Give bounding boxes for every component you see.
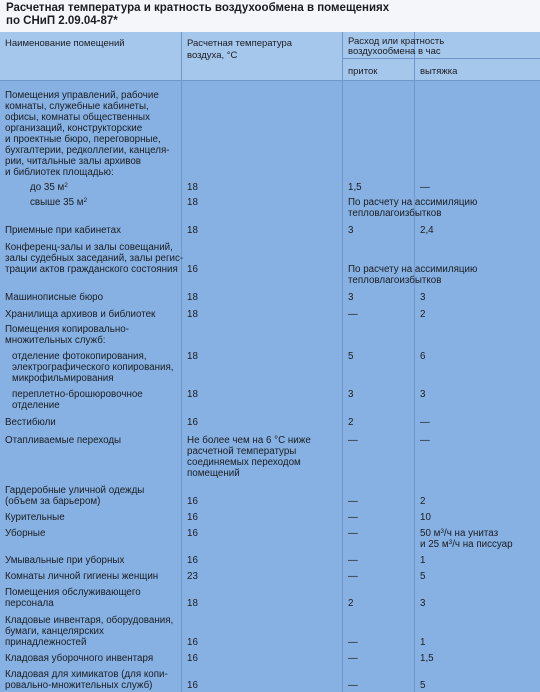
row-copy-line-2: множительных служб:: [5, 335, 106, 346]
row-storeroom-line-1: Кладовые инвентаря, оборудования,: [5, 615, 174, 626]
header-flow-line-2: воздухообмена в час: [348, 46, 441, 57]
row-upto35-name: до 35 $м^2$: [30, 182, 68, 193]
row-offices-line-6: бухгалтерии, редколлегии, канцеля-: [5, 145, 170, 156]
row-toilets-exhaust-line-1: 50 $м^3/ч$ на унитаз: [420, 528, 499, 539]
row-offices-line-5: и проектные бюро, переговорные,: [5, 134, 161, 145]
row-reception-exhaust: 2,4: [420, 225, 434, 236]
row-storeroom-line-3: принадлежностей: [5, 637, 87, 648]
column-divider: [342, 32, 343, 692]
row-cloakroom-line-1: Гардеробные уличной одежды: [5, 485, 145, 496]
row-binding-line-2: отделение: [12, 400, 60, 411]
row-reception-temp: 18: [187, 225, 198, 236]
row-service-line-1: Помещения обслуживающего: [5, 587, 141, 598]
header-flow-line-1: Расход или кратность: [348, 36, 445, 47]
row-offices-line-7: рии, читальные залы архивов: [5, 156, 142, 167]
page-title: [6, 2, 526, 28]
row-archives-exhaust: 2: [420, 309, 426, 320]
row-reception-name: Приемные при кабинетах: [5, 225, 122, 236]
row-over35-temp: 18: [187, 197, 198, 208]
row-conference-note-2: тепловлагоизбытков: [348, 275, 442, 286]
row-hygiene-temp: 23: [187, 571, 198, 582]
row-offices-line-2: комнаты, служебные кабинеты,: [5, 101, 149, 112]
row-photocopy-line-2: электрографического копирования,: [12, 362, 174, 373]
row-cleaning-exhaust: 1,5: [420, 653, 434, 664]
row-vestibules-temp: 16: [187, 417, 198, 428]
row-vestibules-name: Вестибюли: [5, 417, 56, 428]
row-heated-temp-line-3: соединяемых переходом: [187, 457, 301, 468]
row-chemicals-temp: 16: [187, 680, 198, 691]
row-service-line-2: персонала: [5, 598, 54, 609]
row-cloakroom-exhaust: 2: [420, 496, 426, 507]
row-storeroom-supply: —: [348, 637, 358, 648]
header-room: Наименование помещений: [5, 38, 125, 49]
row-toilets-temp: 16: [187, 528, 198, 539]
header-exhaust: вытяжка: [420, 66, 458, 77]
row-chemicals-supply: —: [348, 680, 358, 691]
row-storeroom-line-2: бумаги, канцелярских: [5, 626, 104, 637]
row-hygiene-supply: —: [348, 571, 358, 582]
title-line-1: Расчетная температура и кратность воздухообмена в помещениях: [6, 2, 390, 14]
row-chemicals-line-2: ровально-множительных служб): [5, 680, 153, 691]
row-photocopy-temp: 18: [187, 351, 198, 362]
row-over35-note-2: тепловлагоизбытков: [348, 208, 442, 219]
row-photocopy-exhaust: 6: [420, 351, 426, 362]
row-offices-line-8: и библиотек площадью:: [5, 167, 114, 178]
row-binding-line-1: переплетно-брошюровочное: [12, 389, 143, 400]
row-chemicals-exhaust: 5: [420, 680, 426, 691]
row-washrooms-exhaust: 1: [420, 555, 426, 566]
row-binding-exhaust: 3: [420, 389, 426, 400]
row-cloakroom-supply: —: [348, 496, 358, 507]
row-over35-note-1: По расчету на ассимиляцию: [348, 197, 478, 208]
header-temp-line-2: воздуха, °С: [187, 50, 238, 61]
row-typing-name: Машинописные бюро: [5, 292, 104, 303]
row-conference-line-1: Конференц-залы и залы совещаний,: [5, 242, 173, 253]
row-service-temp: 18: [187, 598, 198, 609]
row-cleaning-supply: —: [348, 653, 358, 664]
row-conference-line-3: трации актов гражданского состояния: [5, 264, 178, 275]
row-chemicals-line-1: Кладовая для химикатов (для копи-: [5, 669, 168, 680]
row-washrooms-supply: —: [348, 555, 358, 566]
row-heated-name: Отапливаемые переходы: [5, 435, 122, 446]
row-upto35-temp: 18: [187, 182, 198, 193]
row-heated-temp-line-4: помещений: [187, 468, 240, 479]
row-cloakroom-line-2: (объем за барьером): [5, 496, 101, 507]
row-offices-line-3: офисы, комнаты общественных: [5, 112, 150, 123]
row-binding-temp: 18: [187, 389, 198, 400]
row-typing-supply: 3: [348, 292, 354, 303]
header-supply: приток: [348, 66, 378, 77]
row-storeroom-exhaust: 1: [420, 637, 426, 648]
row-conference-line-2: залы судебных заседаний, залы регис-: [5, 253, 184, 264]
row-heated-temp-line-2: расчетной температуры: [187, 446, 297, 457]
header-subdivider: [343, 58, 540, 59]
row-offices-line-4: организаций, конструкторские: [5, 123, 143, 134]
row-heated-temp-line-1: Не более чем на 6 °С ниже: [187, 435, 311, 446]
row-heated-supply: —: [348, 435, 358, 446]
row-vestibules-exhaust: —: [420, 417, 430, 428]
row-toilets-name: Уборные: [5, 528, 46, 539]
row-copy-line-1: Помещения копировально-: [5, 324, 129, 335]
row-offices-line-1: Помещения управлений, рабочие: [5, 90, 159, 101]
title-line-2: по СНиП 2.09.04-87*: [6, 15, 118, 27]
row-upto35-exhaust: —: [420, 182, 430, 193]
row-cloakroom-temp: 16: [187, 496, 198, 507]
row-reception-supply: 3: [348, 225, 354, 236]
row-vestibules-supply: 2: [348, 417, 354, 428]
row-conference-temp: 16: [187, 264, 198, 275]
row-photocopy-line-1: отделение фотокопирования,: [12, 351, 147, 362]
row-smoking-exhaust: 10: [420, 512, 431, 523]
row-archives-supply: —: [348, 309, 358, 320]
ventilation-table: [0, 32, 540, 692]
row-service-exhaust: 3: [420, 598, 426, 609]
row-toilets-supply: —: [348, 528, 358, 539]
row-over35-name: свыше 35 $м^2$: [30, 197, 88, 208]
column-divider: [181, 32, 182, 692]
row-smoking-temp: 16: [187, 512, 198, 523]
row-photocopy-line-3: микрофильмирования: [12, 373, 114, 384]
row-hygiene-exhaust: 5: [420, 571, 426, 582]
row-archives-name: Хранилища архивов и библиотек: [5, 309, 156, 320]
header-bottom-line: [0, 80, 540, 81]
row-archives-temp: 18: [187, 309, 198, 320]
row-conference-note-1: По расчету на ассимиляцию: [348, 264, 478, 275]
row-washrooms-name: Умывальные при уборных: [5, 555, 125, 566]
row-typing-exhaust: 3: [420, 292, 426, 303]
row-service-supply: 2: [348, 598, 354, 609]
row-toilets-exhaust-line-2: и 25 $м^3/ч$ на писсуар: [420, 539, 513, 550]
row-photocopy-supply: 5: [348, 351, 354, 362]
row-binding-supply: 3: [348, 389, 354, 400]
row-storeroom-temp: 16: [187, 637, 198, 648]
row-hygiene-name: Комнаты личной гигиены женщин: [5, 571, 159, 582]
row-washrooms-temp: 16: [187, 555, 198, 566]
row-cleaning-temp: 16: [187, 653, 198, 664]
header-temp-line-1: Расчетная температура: [187, 38, 293, 49]
row-smoking-supply: —: [348, 512, 358, 523]
row-upto35-supply: 1,5: [348, 182, 362, 193]
row-smoking-name: Курительные: [5, 512, 65, 523]
row-typing-temp: 18: [187, 292, 198, 303]
column-divider: [414, 32, 415, 692]
row-heated-exhaust: —: [420, 435, 430, 446]
row-cleaning-name: Кладовая уборочного инвентаря: [5, 653, 154, 664]
